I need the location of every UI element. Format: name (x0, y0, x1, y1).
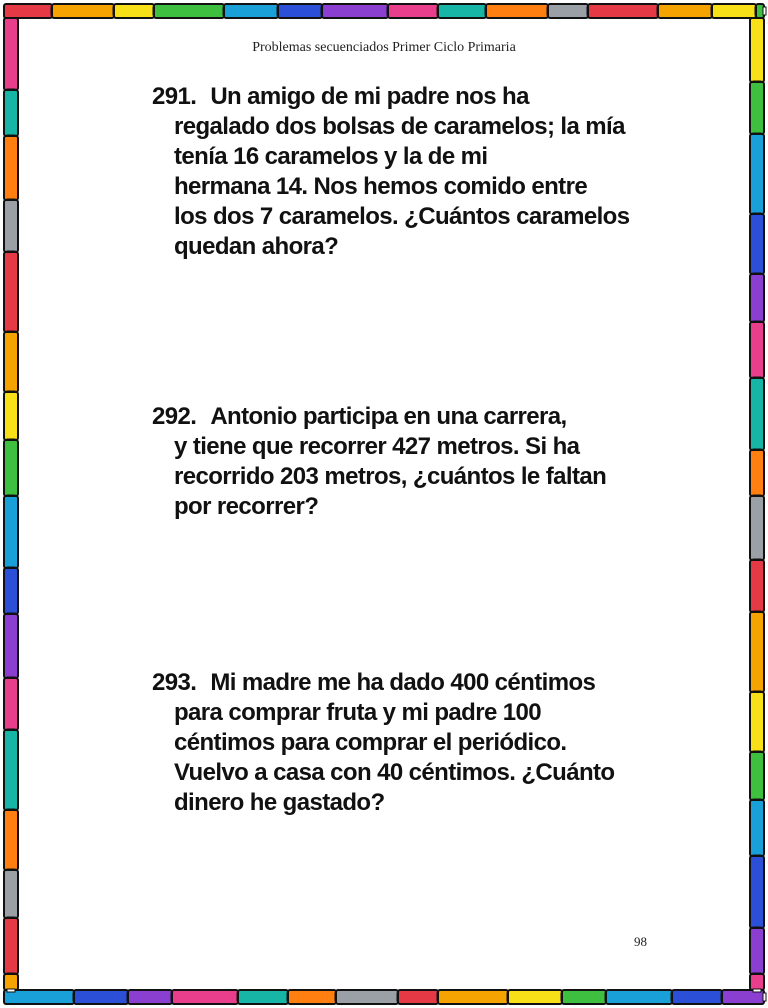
border-tick (763, 993, 766, 1001)
border-segment (508, 990, 562, 1004)
border-segment (750, 752, 764, 800)
border-segment (322, 4, 388, 18)
border-segment (712, 4, 756, 18)
problem-293 (152, 668, 652, 818)
page-header: Problemas secuenciados Primer Ciclo Primaria (252, 40, 516, 55)
problem-291 (152, 82, 652, 262)
border-segment (548, 4, 588, 18)
border-segment (750, 496, 764, 560)
border-segment (4, 4, 52, 18)
border-segment (750, 378, 764, 450)
problem-number: 291. (152, 83, 197, 110)
border-tick (7, 989, 15, 992)
border-segment (672, 990, 722, 1004)
border-tick (753, 989, 761, 992)
border-segment (4, 810, 18, 870)
border-segment (588, 4, 658, 18)
border-segment (750, 928, 764, 974)
problem-number: 292. (152, 403, 197, 430)
border-segment (4, 870, 18, 918)
border-segment (4, 730, 18, 810)
border-segment (750, 856, 764, 928)
border-segment (658, 4, 712, 18)
border-segment (562, 990, 606, 1004)
border-segment (388, 4, 438, 18)
problem-text-line: recorrido 203 metros, ¿cuántos le faltan (174, 463, 607, 490)
border-segment (750, 214, 764, 274)
page-number: 98 (634, 934, 647, 949)
border-segment (4, 392, 18, 440)
border-segment (750, 134, 764, 214)
border-segment (750, 560, 764, 612)
border-segment (750, 82, 764, 134)
problem-text-line: Mi madre me ha dado 400 céntimos (210, 669, 596, 696)
border-segment (4, 200, 18, 252)
border-segment (4, 496, 18, 568)
border-segment (114, 4, 154, 18)
problem-text-line: Antonio participa en una carrera, (210, 403, 567, 430)
border-segment (398, 990, 438, 1004)
border-segment (52, 4, 114, 18)
problem-number: 293. (152, 669, 197, 696)
border-segment (750, 612, 764, 692)
problem-text-line: Vuelvo a casa con 40 céntimos. ¿Cuánto (174, 759, 615, 786)
border-segment (4, 568, 18, 614)
border-segment (74, 990, 128, 1004)
border-segment (224, 4, 278, 18)
border-segment (4, 974, 18, 990)
border-segment (4, 918, 18, 974)
border-segment (4, 678, 18, 730)
border-segment (486, 4, 548, 18)
border-segment (336, 990, 398, 1004)
border-segment (750, 800, 764, 856)
problem-text-line: los dos 7 caramelos. ¿Cuántos caramelos (174, 203, 630, 230)
border-segment (438, 4, 486, 18)
problem-292 (152, 402, 652, 522)
problem-text-line: dinero he gastado? (174, 789, 385, 816)
problem-text-line: céntimos para comprar el periódico. (174, 729, 567, 756)
border-segment (750, 974, 764, 990)
border-segment (154, 4, 224, 18)
problem-text-line: tenía 16 caramelos y la de mi (174, 143, 488, 170)
border-segment (4, 252, 18, 332)
border-segment (750, 322, 764, 378)
border-segment (606, 990, 672, 1004)
border-segment (750, 692, 764, 752)
problem-text-line: por recorrer? (174, 493, 319, 520)
border-tick (763, 7, 766, 15)
border-segment (750, 450, 764, 496)
border-segment (4, 136, 18, 200)
border-segment (4, 440, 18, 496)
problem-text-line: para comprar fruta y mi padre 100 (174, 699, 542, 726)
problem-text-line: regalado dos bolsas de caramelos; la mía (174, 113, 625, 140)
border-segment (438, 990, 508, 1004)
border-segment (4, 90, 18, 136)
border-segment (4, 332, 18, 392)
problem-text-line: y tiene que recorrer 427 metros. Si ha (174, 433, 580, 460)
problem-text-line: Un amigo de mi padre nos ha (210, 83, 529, 110)
border-segment (172, 990, 238, 1004)
border-segment (128, 990, 172, 1004)
problem-text-line: hermana 14. Nos hemos comido entre (174, 173, 588, 200)
problem-text-line: quedan ahora? (174, 233, 339, 260)
border-segment (4, 614, 18, 678)
border-segment (288, 990, 336, 1004)
border-segment (278, 4, 322, 18)
border-segment (750, 274, 764, 322)
border-segment (238, 990, 288, 1004)
